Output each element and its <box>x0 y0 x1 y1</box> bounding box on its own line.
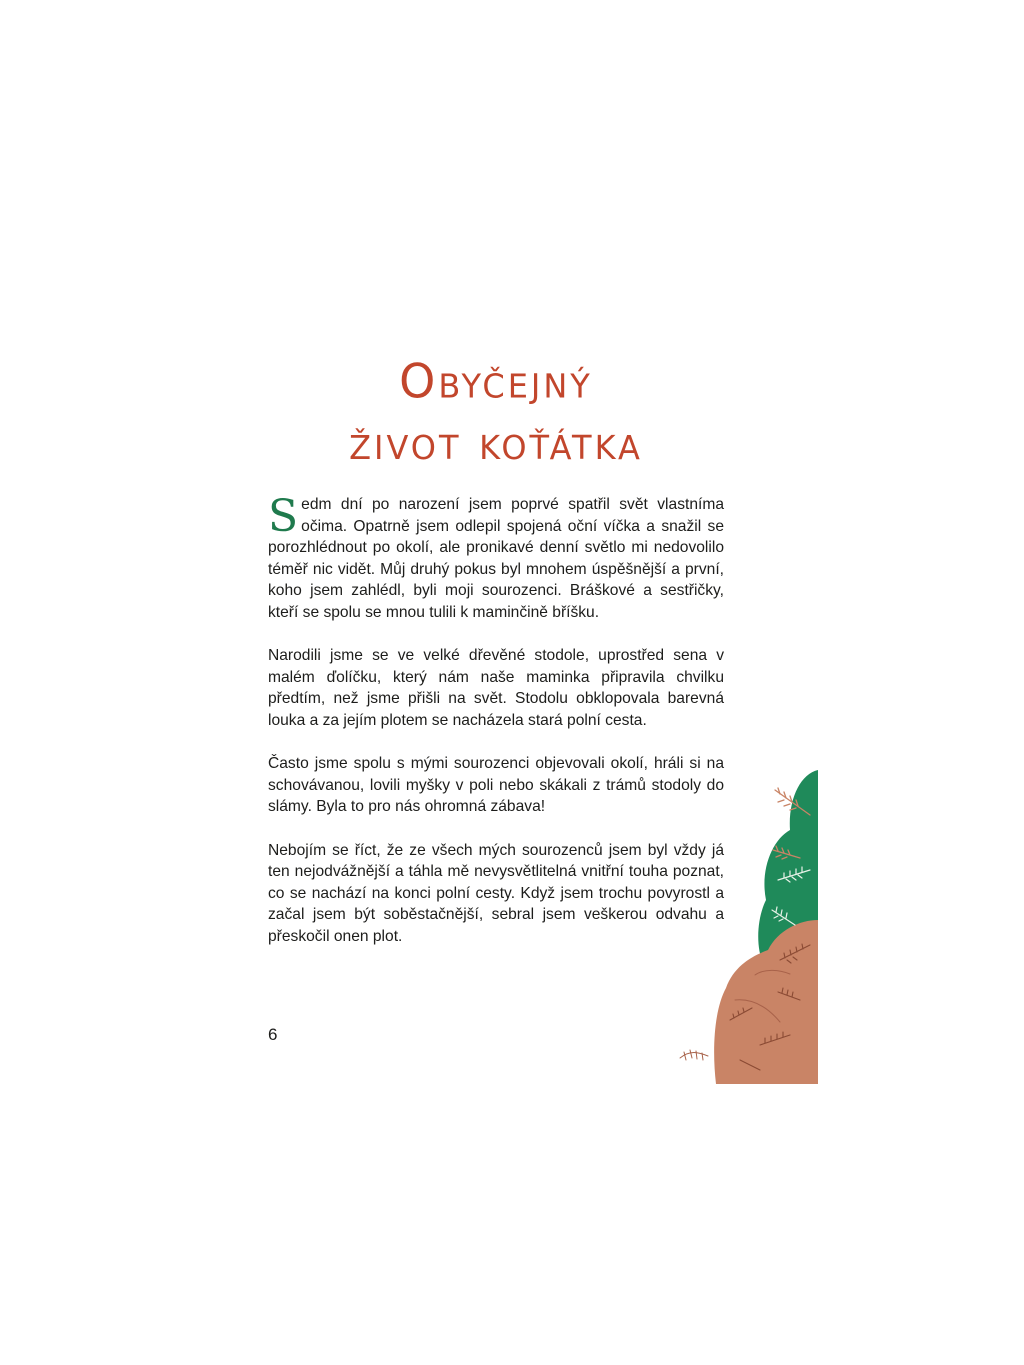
paragraph-3: Často jsme spolu s mými sourozenci objevovali okolí, hráli si na schovávanou, lovili myšky v poli nebo skákali z trámů stodoly do slámy. Byla to pro nás ohromná zábava! <box>268 755 724 816</box>
paragraph-1 <box>268 491 724 624</box>
illustration-svg <box>660 760 818 1084</box>
chapter-body <box>268 491 724 969</box>
paragraph-2: Narodili jsme se ve velké dřevěné stodole, uprostřed sena v malém ďolíčku, který nám naše maminka připravila chvilku předtím, než jsme přišli na svět. Stodolu obklopovala barevná louka a za jejím plotem se nacházela stará polní cesta. <box>268 647 724 729</box>
paragraph-1-text: edm dní po narození jsem poprvé spatřil svět vlastníma očima. Opatrně jsem odlepil spojená oční víčka a snažil se porozhlédnout po okolí, ale pronikavé denní světlo mi nedovolilo téměř nic vidět. Můj druhý pokus byl mnohem úspěšnější a první, koho jsem zahlédl, byli moji sourozenci. Bráškové a sestřičky, kteří se spolu se mnou tulili k maminčině bříšku. <box>268 496 724 621</box>
chapter-title <box>268 351 724 473</box>
bush-and-haystack-illustration <box>660 760 818 1084</box>
chapter-title-line-1: Obyčejný <box>399 353 593 409</box>
page-number: 6 <box>268 1025 278 1044</box>
drop-cap: S <box>268 491 299 542</box>
chapter-title-line-2: život koťátka <box>349 415 643 471</box>
paragraph-4: Nebojím se říct, že ze všech mých sourozenců jsem byl vždy já ten nejodvážnější a táhla mě nevysvětlitelná vnitřní touha poznat, co se nachází na konci polní cesty. Když jsem trochu povyrostl a začal jsem být soběstačnější, sebral jsem veškerou odvahu a přeskočil onen plot. <box>268 841 724 945</box>
